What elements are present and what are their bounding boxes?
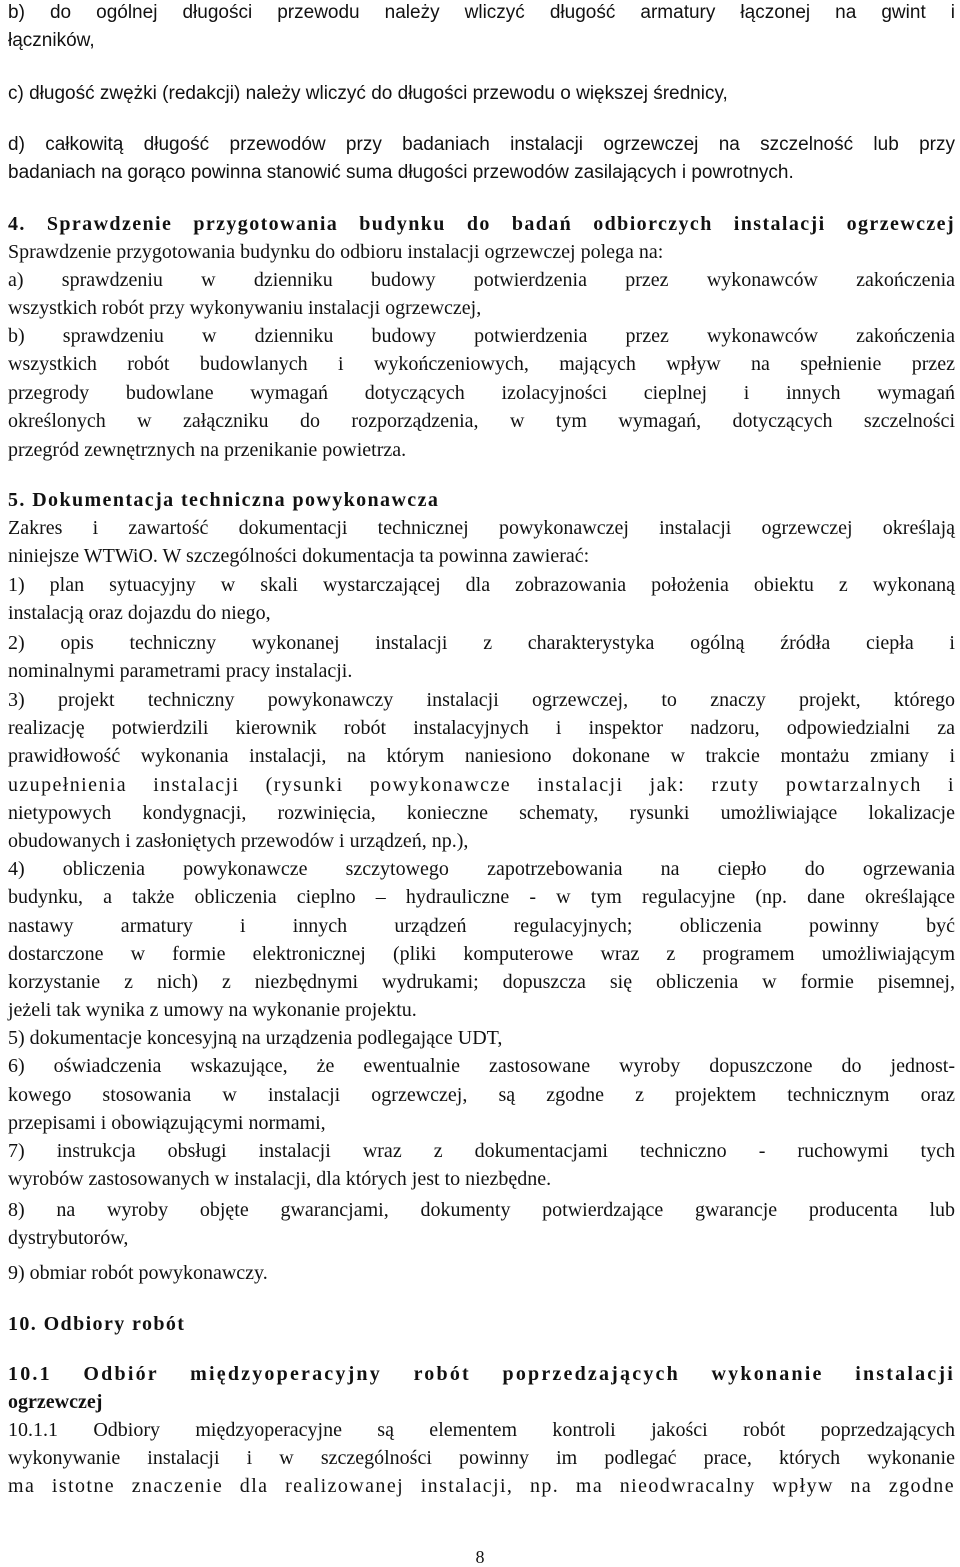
section-10-line: ma istotne znaczenie dla realizowanej instalacji, np. ma nieodwracalny wpływ na zgodne (8, 1475, 955, 1497)
section-5-line: kowego stosowania w instalacji ogrzewczej, są zgodne z projektem technicznym oraz (8, 1084, 955, 1106)
section-5-line: przepisami i obowiązującymi normami, (8, 1112, 326, 1134)
section-10-heading: 10. Odbiory robót (8, 1313, 186, 1335)
section-5-line: korzystanie z nich) z niezbędnymi wydrukami; dopuszcza się obliczenia w formie pisemnej, (8, 971, 955, 993)
section-5-line: uzupełnienia instalacji (rysunki powykonawcze instalacji jak: rzuty powtarzalnych i (8, 774, 955, 796)
section-5-line: 4) obliczenia powykonawcze szczytowego zapotrzebowania na ciepło do ogrzewania (8, 858, 955, 880)
section-4-line: przegrody budowlane wymagań dotyczących izolacyjności cieplnej i innych wymagań (8, 382, 955, 404)
section-10-1-heading: 10.1 Odbiór międzyoperacyjny robót poprzedzających wykonanie instalacji (8, 1363, 955, 1385)
section-4-line: b) sprawdzeniu w dzienniku budowy potwierdzenia przez wykonawców zakończenia (8, 325, 955, 347)
section-4-heading: 4. Sprawdzenie przygotowania budynku do badań odbiorczych instalacji ogrzewczej (8, 213, 955, 235)
section-4-line: wszystkich robót budowlanych i wykończeniowych, mających wpływ na spełnienie przez (8, 353, 955, 375)
section-4-line: przegród zewnętrznych na przenikanie powietrza. (8, 439, 407, 461)
section-5-line: 7) instrukcja obsługi instalacji wraz z dokumentacjami techniczno - ruchowymi tych (8, 1140, 955, 1162)
section-5-line: instalacją oraz dojazdu do niego, (8, 602, 271, 624)
section-5-line: niniejsze WTWiO. W szczególności dokumentacja ta powinna zawierać: (8, 545, 590, 567)
section-10-line: wykonywanie instalacji i w szczególności powinny im podlegać prace, których wykonanie (8, 1447, 955, 1469)
section-5-line: wyrobów zastosowanych w instalacji, dla których jest to niezbędne. (8, 1168, 552, 1190)
section-5-line: obudowanych i zasłoniętych przewodów i urządzeń, np.), (8, 830, 469, 852)
section-10-line: 10.1.1 Odbiory międzyoperacyjne są elementem kontroli jakości robót poprzedzających (8, 1419, 955, 1441)
list-item-d-line1: d) całkowitą długość przewodów przy badaniach instalacji ogrzewczej na szczelność lub przy (8, 134, 955, 155)
section-4-line: Sprawdzenie przygotowania budynku do odbioru instalacji ogrzewczej polega na: (8, 241, 664, 263)
section-5-line: 1) plan sytuacyjny w skali wystarczającej dla zobrazowania położenia obiektu z wykonaną (8, 574, 955, 596)
section-5-line: nietypowych kondygnacji, rozwinięcia, konieczne schematy, rysunki umożliwiające lokalizacje (8, 802, 955, 824)
section-5-line: dostarczone w formie elektronicznej (pliki komputerowe wraz z programem umożliwiającym (8, 943, 955, 965)
list-item-c: c) długość zwężki (redakcji) należy wliczyć do długości przewodu o większej średnicy, (8, 83, 728, 104)
section-10-1-heading-cont: ogrzewczej (8, 1391, 103, 1413)
section-5-line: Zakres i zawartość dokumentacji technicznej powykonawczej instalacji ogrzewczej określają (8, 517, 955, 539)
section-5-line: 6) oświadczenia wskazujące, że ewentualnie zastosowane wyroby dopuszczone do jednost- (8, 1055, 955, 1077)
section-5-line: budynku, a także obliczenia cieplno – hydrauliczne - w tym regulacyjne (np. dane określające (8, 886, 955, 908)
section-5-line: nastawy armatury i innych urządzeń regulacyjnych; obliczenia powinny być (8, 915, 955, 937)
section-5-line: prawidłowość wykonania instalacji, na którym naniesiono dokonane w trakcie montażu zmiany i (8, 745, 955, 767)
section-5-line: 9) obmiar robót powykonawczy. (8, 1262, 268, 1284)
section-5-line: realizację potwierdzili kierownik robót instalacyjnych i inspektor nadzoru, odpowiedzialni za (8, 717, 955, 739)
section-4-line: wszystkich robót przy wykonywaniu instalacji ogrzewczej, (8, 297, 482, 319)
section-5-line: dystrybutorów, (8, 1227, 129, 1249)
section-4-line: określonych w załączniku do rozporządzenia, w tym wymagań, dotyczących szczelności (8, 410, 955, 432)
section-5-line: nominalnymi parametrami pracy instalacji. (8, 660, 353, 682)
list-item-d-line2: badaniach na gorąco powinna stanowić suma długości przewodów zasilających i powrotnych. (8, 162, 794, 183)
page-number: 8 (475, 1547, 485, 1567)
section-5-line: jeżeli tak wynika z umowy na wykonanie projektu. (8, 999, 417, 1021)
section-5-line: 8) na wyroby objęte gwarancjami, dokumenty potwierdzające gwarancje producenta lub (8, 1199, 955, 1221)
list-item-b-line2: łączników, (8, 30, 95, 51)
section-5-line: 2) opis techniczny wykonanej instalacji z charakterystyka ogólną źródła ciepła i (8, 632, 955, 654)
section-5-line: 3) projekt techniczny powykonawczy instalacji ogrzewczej, to znaczy projekt, którego (8, 689, 955, 711)
list-item-b-line1: b) do ogólnej długości przewodu należy wliczyć długość armatury łączonej na gwint i (8, 2, 955, 23)
section-5-line: 5) dokumentacje koncesyjną na urządzenia podlegające UDT, (8, 1027, 503, 1049)
section-5-heading: 5. Dokumentacja techniczna powykonawcza (8, 489, 440, 511)
section-4-line: a) sprawdzeniu w dzienniku budowy potwierdzenia przez wykonawców zakończenia (8, 269, 955, 291)
